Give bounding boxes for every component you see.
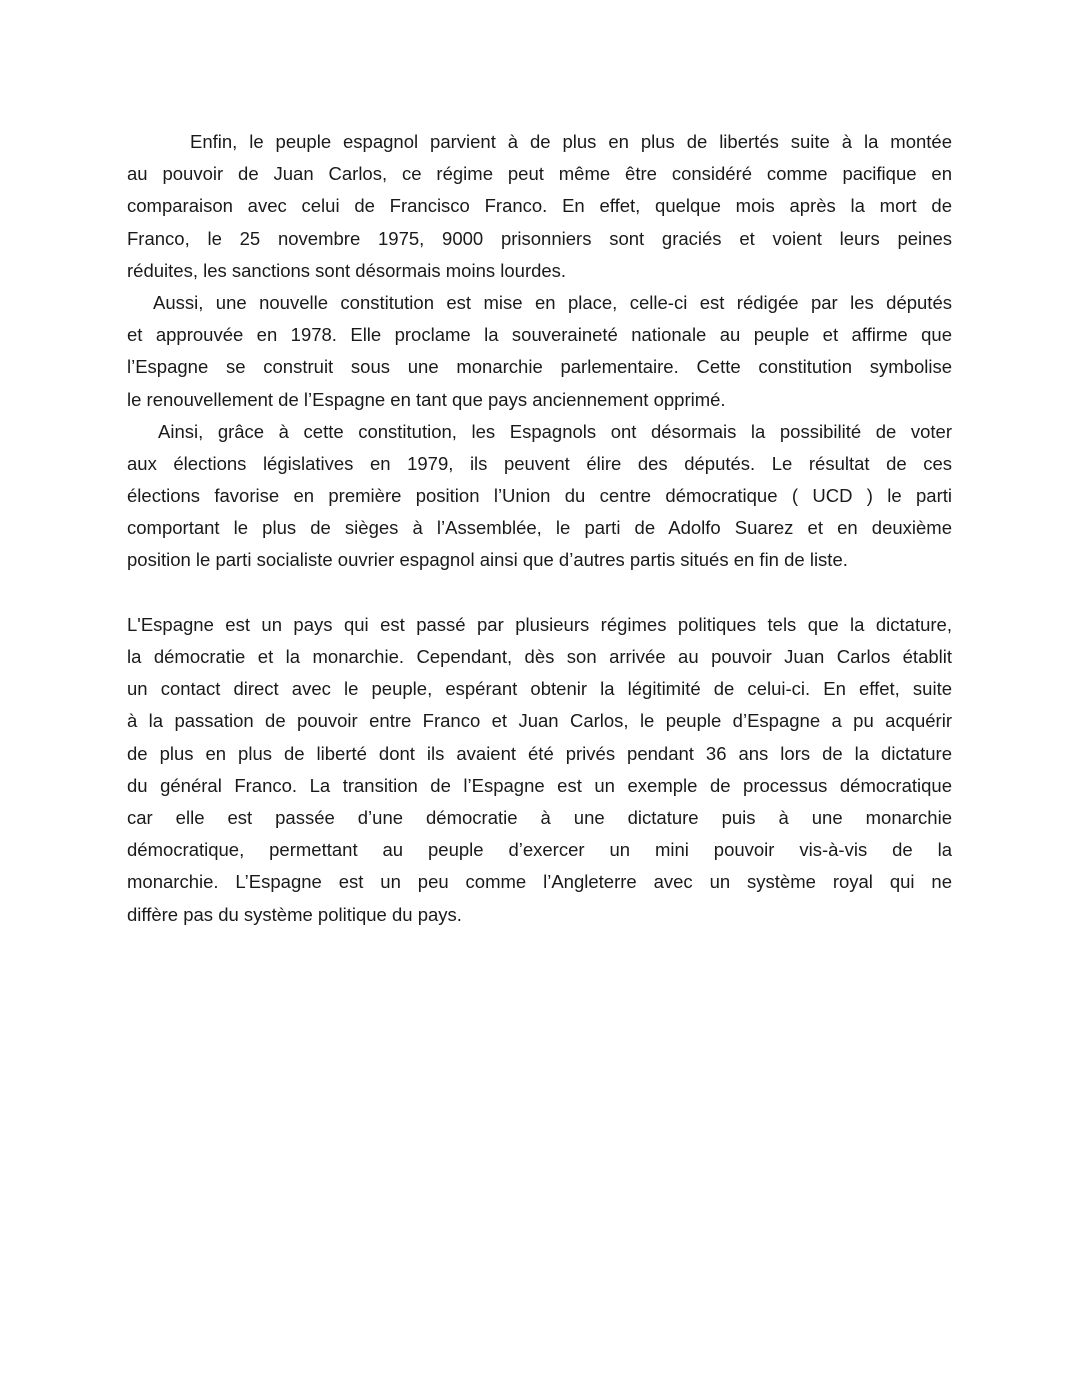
- text-line: L'Espagne est un pays qui est passé par plusieurs régimes politiques tels que la dictature,: [127, 613, 952, 635]
- paragraph: [127, 287, 952, 416]
- text-line: diffère pas du système politique du pays.: [127, 903, 462, 925]
- text-line: à la passation de pouvoir entre Franco et Juan Carlos, le peuple d’Espagne a pu acquérir: [127, 710, 952, 732]
- text-line: aux élections législatives en 1979, ils peuvent élire des députés. Le résultat de ces: [127, 452, 952, 474]
- text-line: de plus en plus de liberté dont ils avaient été privés pendant 36 ans lors de la dictature: [127, 742, 952, 764]
- text-line: démocratique, permettant au peuple d’exercer un mini pouvoir vis-à-vis de la: [127, 839, 952, 861]
- text-line: comportant le plus de sièges à l’Assemblée, le parti de Adolfo Suarez et en deuxième: [127, 517, 952, 539]
- text-line: monarchie. L’Espagne est un peu comme l’Angleterre avec un système royal qui ne: [127, 871, 952, 893]
- text-line: réduites, les sanctions sont désormais moins lourdes.: [127, 259, 567, 281]
- document-page: [127, 126, 952, 931]
- text-line: Aussi, une nouvelle constitution est mise en place, celle-ci est rédigée par les députés: [153, 291, 952, 313]
- text-line: Ainsi, grâce à cette constitution, les Espagnols ont désormais la possibilité de voter: [158, 420, 952, 442]
- paragraph-gap: [127, 577, 952, 609]
- paragraph: [127, 609, 952, 931]
- text-line: comparaison avec celui de Francisco Franco. En effet, quelque mois après la mort de: [127, 195, 952, 217]
- paragraph: [127, 416, 952, 577]
- text-line: au pouvoir de Juan Carlos, ce régime peut même être considéré comme pacifique en: [127, 163, 952, 185]
- text-line: car elle est passée d’une démocratie à une dictature puis à une monarchie: [127, 806, 952, 828]
- text-line: Franco, le 25 novembre 1975, 9000 prisonniers sont graciés et voient leurs peines: [127, 227, 952, 249]
- text-line: le renouvellement de l’Espagne en tant que pays anciennement opprimé.: [127, 388, 726, 410]
- text-line: Enfin, le peuple espagnol parvient à de plus en plus de libertés suite à la montée: [190, 131, 952, 152]
- text-line: un contact direct avec le peuple, espérant obtenir la légitimité de celui-ci. En effet, suite: [127, 678, 952, 700]
- text-line: l’Espagne se construit sous une monarchie parlementaire. Cette constitution symbolise: [127, 356, 952, 378]
- text-line: la démocratie et la monarchie. Cependant, dès son arrivée au pouvoir Juan Carlos établit: [127, 646, 952, 667]
- text-line: et approuvée en 1978. Elle proclame la souveraineté nationale au peuple et affirme que: [127, 324, 952, 346]
- text-line: du général Franco. La transition de l’Espagne est un exemple de processus démocratique: [127, 774, 952, 796]
- text-line: position le parti socialiste ouvrier espagnol ainsi que d’autres partis situés en fin de liste.: [127, 549, 848, 571]
- text-line: élections favorise en première position l’Union du centre démocratique ( UCD ) le parti: [127, 485, 952, 507]
- paragraph: [127, 126, 952, 287]
